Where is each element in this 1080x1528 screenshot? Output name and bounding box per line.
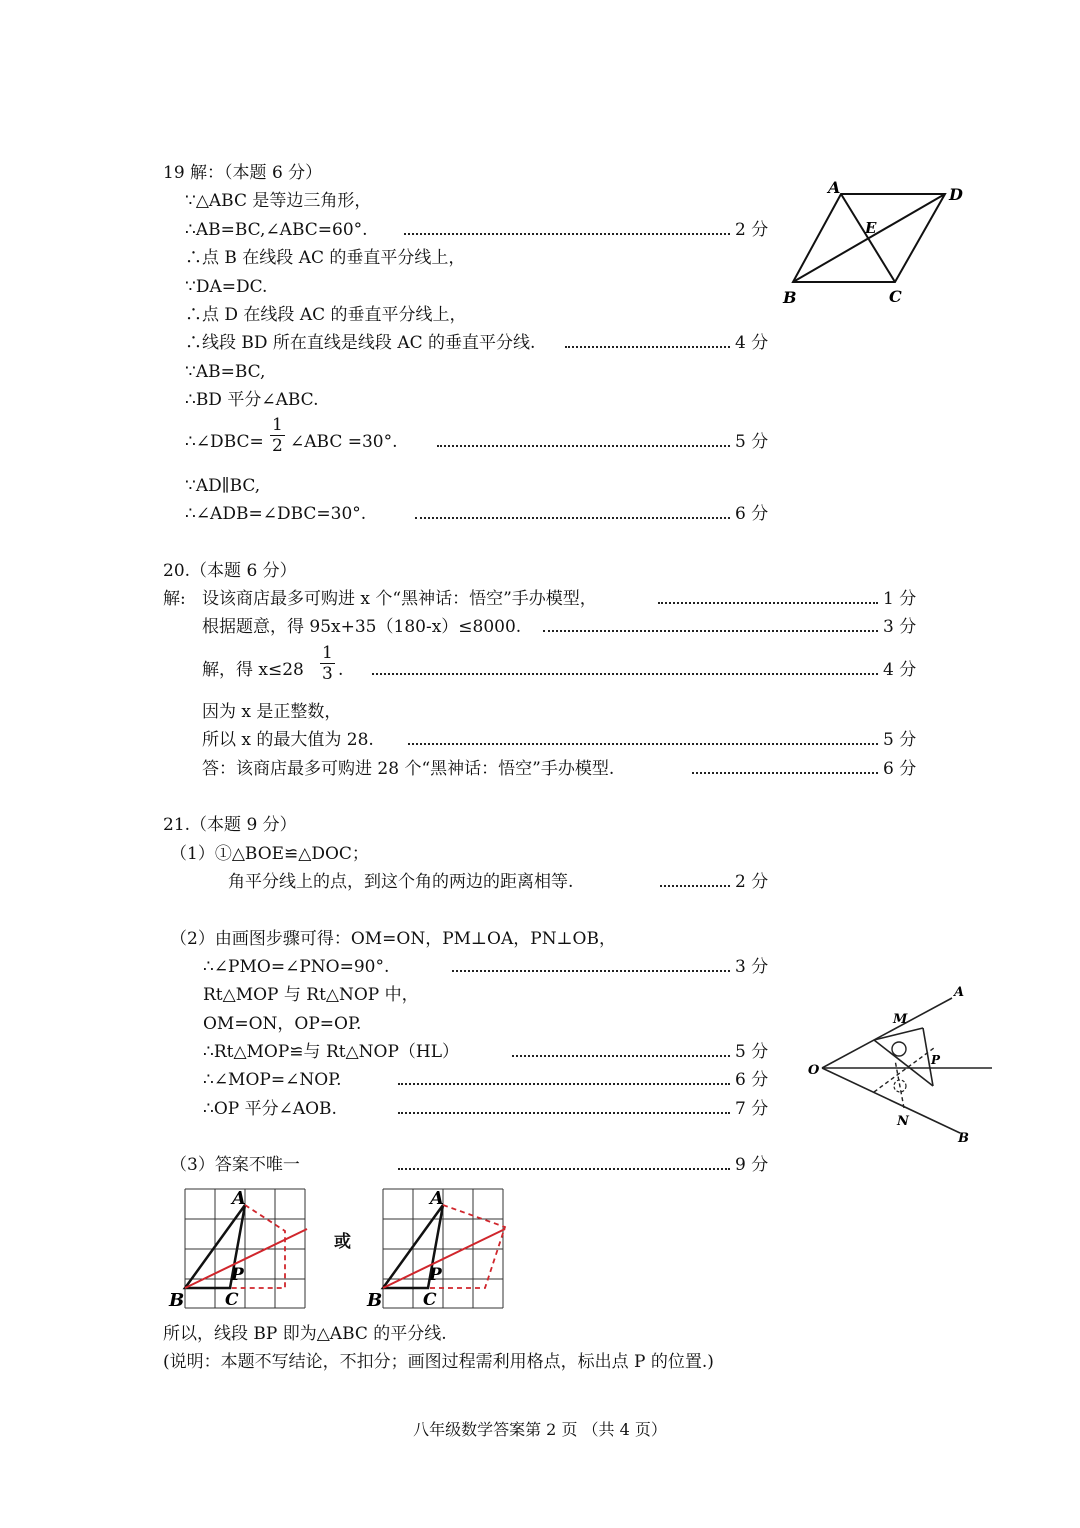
page-footer: 八年级数学答案第 2 页 （共 4 页）: [413, 1420, 667, 1439]
q20-line: [0, 643, 1080, 685]
score: 5 分: [735, 432, 769, 452]
label-c: C: [889, 287, 902, 306]
q19-step: ∵AD∥BC,: [185, 476, 261, 496]
parallelogram-figure: [775, 175, 975, 310]
label-b: B: [169, 1290, 185, 1311]
grid-figure-2: [363, 1183, 513, 1313]
q21-part3: （3）答案不唯一: [170, 1155, 300, 1175]
set-square-top: [874, 1028, 923, 1040]
q19-step: ∵△ABC 是等边三角形，: [185, 191, 372, 211]
label-b: B: [958, 1131, 969, 1146]
score: 2 分: [735, 220, 769, 240]
q19-line: [0, 499, 1080, 529]
q21-line: [0, 952, 1080, 982]
label-p: P: [429, 1265, 442, 1285]
fraction-numerator: 1: [322, 643, 333, 663]
q21-line: [0, 1347, 1080, 1377]
q20-prefix: 解:: [163, 589, 186, 609]
score: 4 分: [883, 660, 917, 680]
q21-step: ∴∠MOP=∠NOP.: [203, 1070, 342, 1090]
leader-dots: [404, 233, 730, 235]
score: 5 分: [883, 730, 917, 750]
q19-step: ∴AB=BC,∠ABC=60°.: [185, 220, 368, 240]
angle-bisector-figure: [800, 980, 1010, 1150]
q19-step: ∴点 D 在线段 AC 的垂直平分线上，: [185, 305, 467, 325]
score: 1 分: [883, 589, 917, 609]
q20-step: 设该商店最多可购进 x 个“黑神话：悟空”手办模型，: [202, 589, 597, 609]
leader-dots: [415, 517, 730, 519]
q19-step: ∵DA=DC.: [185, 277, 268, 297]
q21-conclusion: 所以，线段 BP 即为△ABC 的平分线.: [163, 1324, 447, 1344]
fraction-denominator: 2: [272, 436, 283, 456]
q20-step: 根据题意，得 95x+35（180-x）≤8000.: [202, 617, 522, 637]
leader-dots: [658, 602, 878, 604]
score: 7 分: [735, 1099, 769, 1119]
or-line: [0, 1227, 1080, 1257]
label-a: A: [828, 178, 841, 197]
score: 4 分: [735, 333, 769, 353]
score: 6 分: [735, 1070, 769, 1090]
score: 6 分: [883, 759, 917, 779]
q19-line: [0, 415, 1080, 457]
label-a: A: [232, 1188, 246, 1209]
q21-line: [0, 1150, 1080, 1180]
q21-note: (说明：本题不写结论，不扣分；画图过程需利用格点，标出点 P 的位置.): [163, 1352, 714, 1372]
leader-dots: [543, 630, 878, 632]
perpendicular-pm: [874, 1040, 933, 1086]
q19-line: [0, 357, 1080, 387]
label-b: B: [367, 1290, 383, 1311]
q19-step: ∴BD 平分∠ABC.: [185, 390, 319, 410]
q21-step: OM=ON，OP=OP.: [203, 1014, 362, 1034]
leader-dots: [398, 1168, 730, 1170]
score: 6 分: [735, 504, 769, 524]
score: 3 分: [883, 617, 917, 637]
label-p: P: [931, 1053, 941, 1067]
q20-solve-prefix: 解，得 x≤28: [202, 660, 304, 680]
leader-dots: [398, 1112, 730, 1114]
ray-ob: [822, 1068, 960, 1133]
leader-dots: [692, 772, 878, 774]
fraction-denominator: 3: [322, 664, 333, 684]
q20-line: [0, 697, 1080, 727]
leader-dots: [437, 445, 730, 447]
leader-dots: [565, 346, 730, 348]
label-a: A: [954, 985, 965, 1000]
fraction-numerator: 1: [272, 415, 283, 435]
leader-dots: [452, 970, 730, 972]
label-n: N: [897, 1114, 909, 1129]
q21-part1: （1）①△BOE≌△DOC；: [170, 844, 369, 864]
q20-header-line: [0, 556, 1080, 586]
q19-line: [0, 328, 1080, 358]
score: 3 分: [735, 957, 769, 977]
diagonal-ac: [841, 194, 895, 282]
q19-step: ∴点 B 在线段 AC 的垂直平分线上，: [185, 248, 466, 268]
q20-step: 答：该商店最多可购进 28 个“黑神话：悟空”手办模型.: [202, 759, 615, 779]
q20-line: [0, 612, 1080, 642]
q20-header: 20.（本题 6 分）: [163, 561, 297, 581]
q19-angle-suffix: ∠ABC =30°.: [290, 432, 398, 452]
q20-line: [0, 754, 1080, 784]
q21-step: ∴Rt△MOP≌与 Rt△NOP（HL）: [203, 1042, 460, 1062]
q21-header-line: [0, 810, 1080, 840]
label-d: D: [949, 185, 963, 204]
q20-step: 所以 x 的最大值为 28.: [202, 730, 374, 750]
q19-header: 19 解：（本题 6 分）: [163, 163, 323, 183]
leader-dots: [372, 673, 878, 675]
fraction: [270, 415, 285, 456]
leader-dots: [512, 1055, 730, 1057]
label-a: A: [430, 1188, 444, 1209]
leader-dots: [398, 1083, 730, 1085]
q21-step: （2）由画图步骤可得：OM=ON，PM⊥OA，PN⊥OB，: [170, 929, 616, 949]
q19-step: ∵AB=BC,: [185, 362, 266, 382]
q19-angle-prefix: ∴∠DBC=: [185, 432, 264, 452]
q19-line: [0, 385, 1080, 415]
q19-line: [0, 471, 1080, 501]
q21-line: [0, 924, 1080, 954]
q21-step: Rt△MOP 与 Rt△NOP 中，: [203, 985, 419, 1005]
leader-dots: [408, 743, 878, 745]
q21-step: ∴OP 平分∠AOB.: [203, 1099, 337, 1119]
or-label: 或: [334, 1232, 351, 1252]
label-p: P: [231, 1265, 244, 1285]
set-square-dashed: [895, 1060, 904, 1108]
q19-step: ∴∠ADB=∠DBC=30°.: [185, 504, 367, 524]
score: 2 分: [735, 872, 769, 892]
q20-line: [0, 725, 1080, 755]
q20-step: 因为 x 是正整数，: [202, 702, 342, 722]
q21-line: [0, 867, 1080, 897]
q21-part1-reason: 角平分线上的点，到这个角的两边的距离相等.: [228, 872, 574, 892]
q19-step: ∴线段 BD 所在直线是线段 AC 的垂直平分线.: [185, 333, 536, 353]
label-b: B: [783, 288, 797, 307]
fraction: [320, 643, 335, 684]
score: 9 分: [735, 1155, 769, 1175]
score: 5 分: [735, 1042, 769, 1062]
q21-line: [0, 1319, 1080, 1349]
q21-line: [0, 839, 1080, 869]
label-c: C: [423, 1290, 437, 1310]
label-o: O: [808, 1063, 820, 1078]
circle-mark: [892, 1042, 906, 1056]
q21-header: 21.（本题 9 分）: [163, 815, 297, 835]
label-m: M: [893, 1012, 908, 1027]
leader-dots: [660, 885, 730, 887]
q21-step: ∴∠PMO=∠PNO=90°.: [203, 957, 390, 977]
label-c: C: [225, 1290, 239, 1310]
q20-solve-suffix: .: [338, 660, 344, 680]
label-e: E: [865, 219, 877, 237]
q20-line: [0, 584, 1080, 614]
